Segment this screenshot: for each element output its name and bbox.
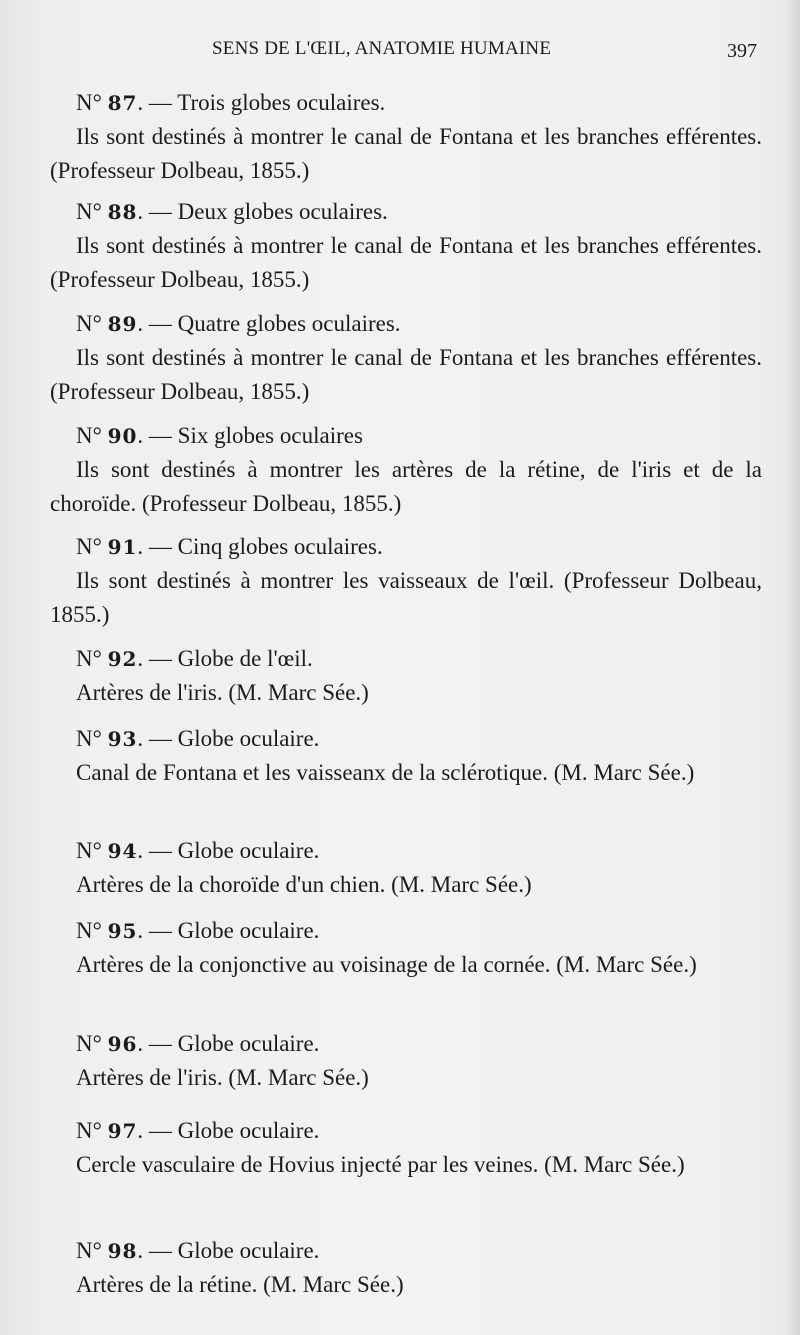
entry-title: . — Six globes oculaires [137,423,363,448]
entry-heading [50,530,762,564]
entry-no-label: N° [76,646,102,671]
entry-title: . — Globe oculaire. [137,838,320,863]
entry-title: . — Globe de l'œil. [137,646,313,671]
entry-title: . — Globe oculaire. [137,1238,320,1263]
entry-description: Ils sont destinés à montrer le canal de Fontana et les branches efférentes. (Professeur Dolbeau, 1855.) [50,124,762,183]
entry-number: 87 [107,91,138,115]
entry-no-label: N° [76,534,102,559]
entry-heading [50,86,762,120]
entry-description: Artères de l'iris. (M. Marc Sée.) [76,680,369,705]
entry-title: . — Globe oculaire. [137,1118,320,1143]
catalog-entry-93 [50,722,762,790]
entry-number: 91 [107,535,138,559]
entry-description: Ils sont destinés à montrer les artères de la rétine, de l'iris et de la choroïde. (Professeur Dolbeau, 1855.) [50,457,762,516]
entry-description: Artères de la rétine. (M. Marc Sée.) [76,1272,404,1297]
catalog-entry-91 [50,530,762,632]
entry-no-label: N° [76,1238,102,1263]
entry-title: . — Deux globes oculaires. [137,199,388,224]
entry-description: Artères de la choroïde d'un chien. (M. Marc Sée.) [76,872,532,897]
entry-no-label: N° [76,423,102,448]
entry-heading [50,1114,762,1148]
entry-heading [50,1027,762,1061]
entry-heading [50,722,762,756]
scan-edge-shadow [786,0,800,1335]
entry-description: Ils sont destinés à montrer les vaisseaux de l'œil. (Professeur Dolbeau, 1855.) [50,568,762,627]
entry-no-label: N° [76,1031,102,1056]
entry-number: 89 [107,312,138,336]
entry-number: 94 [107,839,138,863]
entry-title: . — Cinq globes oculaires. [137,534,383,559]
entry-number: 90 [107,424,138,448]
entry-description: Artères de l'iris. (M. Marc Sée.) [76,1065,369,1090]
entry-heading [50,834,762,868]
entry-title: . — Globe oculaire. [137,1031,320,1056]
entry-heading [50,1234,762,1268]
entry-description: Canal de Fontana et les vaisseanx de la sclérotique. (M. Marc Sée.) [76,760,695,785]
entry-description: Cercle vasculaire de Hovius injecté par les veines. (M. Marc Sée.) [76,1152,685,1177]
entry-heading [50,914,762,948]
entry-description: Ils sont destinés à montrer le canal de Fontana et les branches efférentes. (Professeur Dolbeau, 1855.) [50,233,762,292]
entry-no-label: N° [76,90,102,115]
entry-no-label: N° [76,199,102,224]
entry-title: . — Quatre globes oculaires. [137,311,401,336]
entry-title: . — Trois globes oculaires. [137,90,386,115]
entry-number: 96 [107,1032,138,1056]
entry-no-label: N° [76,726,102,751]
entry-no-label: N° [76,918,102,943]
catalog-entry-94 [50,834,762,902]
entry-no-label: N° [76,1118,102,1143]
entry-description: Artères de la conjonctive au voisinage de la cornée. (M. Marc Sée.) [76,952,697,977]
entry-number: 93 [107,727,138,751]
catalog-entry-90 [50,419,762,521]
entry-number: 92 [107,647,138,671]
catalog-entry-98 [50,1234,762,1302]
catalog-entry-88 [50,195,762,297]
entry-no-label: N° [76,838,102,863]
entry-no-label: N° [76,311,102,336]
catalog-entry-92 [50,642,762,710]
entry-number: 97 [107,1119,138,1143]
catalog-entry-87 [50,86,762,188]
entry-heading [50,642,762,676]
entry-description: Ils sont destinés à montrer le canal de Fontana et les branches efférentes. (Professeur Dolbeau, 1855.) [50,345,762,404]
entry-heading [50,307,762,341]
page-number: 397 [727,40,757,62]
entry-title: . — Globe oculaire. [137,726,320,751]
page-header [0,38,800,68]
entry-heading [50,419,762,453]
catalog-entry-96 [50,1027,762,1095]
entry-heading [50,195,762,229]
entry-number: 88 [107,200,138,224]
catalog-entry-95 [50,914,762,982]
running-title: SENS DE L'ŒIL, ANATOMIE HUMAINE [212,38,552,59]
catalog-entry-97 [50,1114,762,1182]
entry-number: 95 [107,919,138,943]
catalog-entry-89 [50,307,762,409]
entry-number: 98 [107,1239,138,1263]
entry-title: . — Globe oculaire. [137,918,320,943]
